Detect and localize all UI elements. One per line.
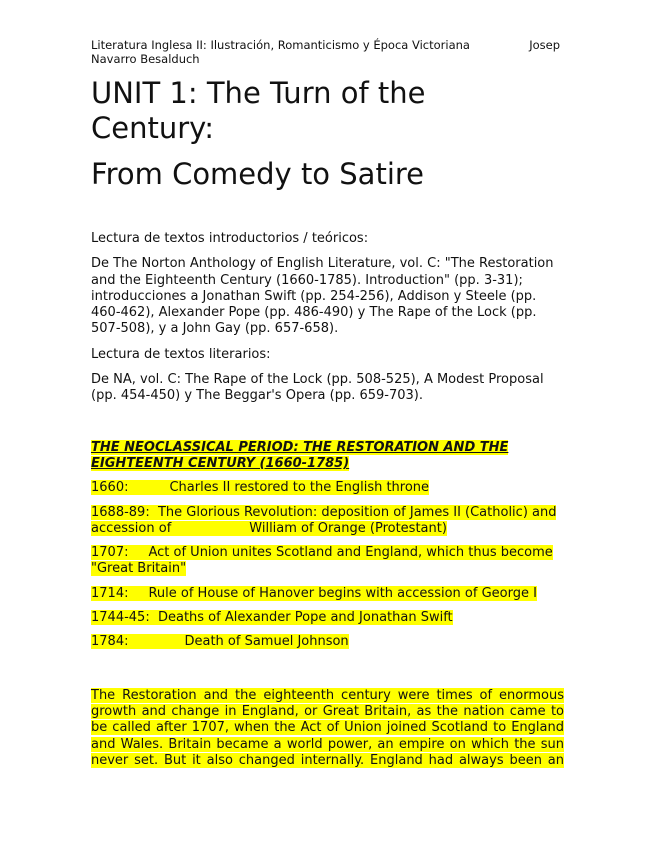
timeline-text: Death of Samuel Johnson — [184, 634, 349, 650]
timeline-entry — [91, 610, 453, 625]
section-heading-text: THE NEOCLASSICAL PERIOD: THE RESTORATION AND THE EIGHTEENTH CENTURY (1660-1785) — [91, 439, 509, 471]
timeline-date: 1714: — [91, 585, 129, 601]
timeline-entry — [91, 480, 429, 495]
literary-readings-text: De NA, vol. C: The Rape of the Lock (pp. 508-525), A Modest Proposal (pp. 454-450) y The Beggar's Opera (pp. 659-703). — [91, 372, 544, 404]
timeline-entry — [91, 586, 537, 601]
timeline-entry — [91, 634, 349, 649]
timeline-date: 1784: — [91, 634, 129, 650]
header-author-rest: Navarro Besalduch — [91, 52, 200, 66]
intro-readings-label: Lectura de textos introductorios / teóricos: — [91, 231, 369, 246]
timeline-text: Deaths of Alexander Pope and Jonathan Swift — [157, 610, 453, 626]
timeline-text: Charles II restored to the English throne — [169, 480, 430, 496]
timeline-date: 1707: — [91, 545, 129, 561]
timeline-entry — [91, 545, 553, 576]
timeline-text-continued: William of Orange (Protestant) — [249, 520, 447, 536]
timeline-date: 1688-89: — [91, 504, 150, 520]
timeline-date: 1660: — [91, 480, 129, 496]
unit-title — [91, 76, 564, 146]
timeline-item — [91, 634, 564, 650]
essay-paragraph — [91, 688, 564, 769]
timeline-date: 1744-45: — [91, 610, 150, 626]
timeline-item — [91, 586, 564, 602]
header-author-first: Josep — [529, 38, 560, 52]
timeline-text: Act of Union unites Scotland and England, which thus become "Great Britain" — [91, 545, 553, 577]
timeline-entry — [91, 505, 556, 536]
timeline-text: Rule of House of Hanover begins with accession of George I — [148, 585, 537, 601]
intro-readings-text: De The Norton Anthology of English Literature, vol. C: "The Restoration and the Eighteenth Century (1660-1785). Introduction" (pp. 3-31); introducciones a Jonathan Swift (pp. 254-256), Addison y Steele (pp. 460-462), Alexander Pope (pp. 486-490) y The Rape of the Lock (pp. 507-508), y a John Gay (pp. 657-658). — [91, 256, 554, 337]
unit-subtitle: From Comedy to Satire — [91, 157, 425, 191]
timeline-text: The Glorious Revolution: deposition of James II (Catholic) and accession of — [91, 504, 557, 536]
running-header — [91, 38, 564, 66]
timeline-item — [91, 480, 564, 496]
essay-text: The Restoration and the eighteenth century were times of enormous growth and change in England, or Great Britain, as the nation came to be called after 1707, when the Act of Union joined Scotland to England and Wales. Britain became a world power, an empire on which the sun never set. But it also changed internally. England had always been an — [91, 687, 564, 768]
header-course — [91, 38, 564, 52]
section-heading — [91, 440, 564, 473]
literary-readings-label: Lectura de textos literarios: — [91, 346, 271, 362]
timeline-item — [91, 505, 564, 538]
page-content — [91, 38, 564, 769]
timeline-item — [91, 545, 564, 578]
timeline-item — [91, 610, 564, 626]
header-course-title: Literatura Inglesa II: Ilustración, Romanticismo y Época Victoriana — [91, 38, 470, 52]
unit-title-line2: Century: — [91, 111, 214, 145]
unit-title-line1: UNIT 1: The Turn of the — [91, 76, 426, 110]
